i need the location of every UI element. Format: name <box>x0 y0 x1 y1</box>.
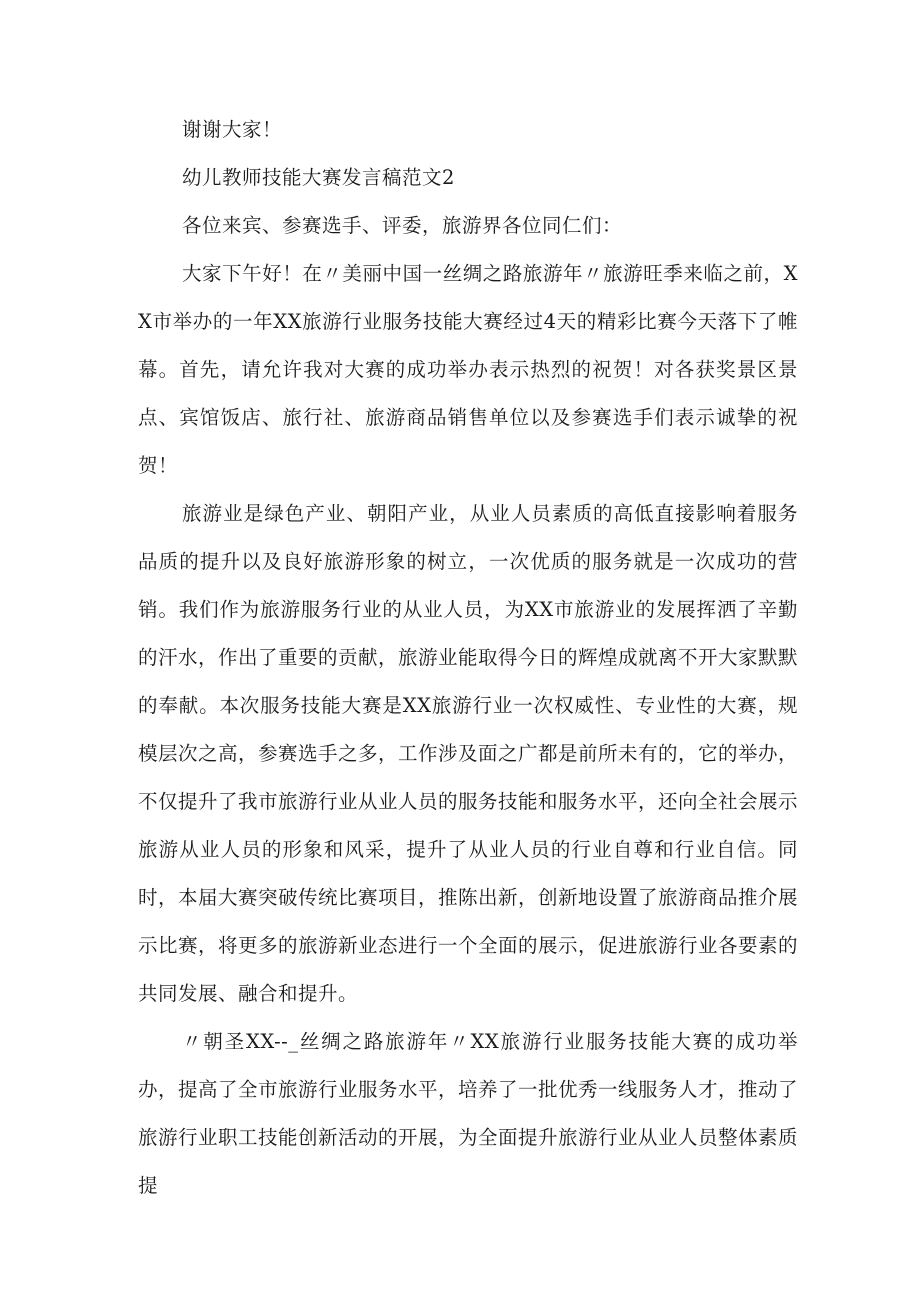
closing-thanks: 谢谢大家！ <box>182 118 283 141</box>
body-paragraph-1: 大家下午好！在〃美丽中国一丝绸之路旅游年〃旅游旺季来临之前，XX市举办的一年XX旅游行业服务技能大赛经过4天的精彩比赛今天落下了帷幕。首先，请允许我对大赛的成功举办表示热烈的祝贺！对各获奖景区景点、宾馆饭店、旅行社、旅游商品销售单位以及参赛选手们表示诚挚的祝贺！ <box>138 262 798 477</box>
section-title: 幼儿教师技能大赛发言稿范文2 <box>182 166 455 189</box>
body-paragraph-2: 旅游业是绿色产业、朝阳产业，从业人员素质的高低直接影响着服务品质的提升以及良好旅游形象的树立，一次优质的服务就是一次成功的营销。我们作为旅游服务行业的从业人员，为XX市旅游业的发展挥洒了辛勤的汗水，作出了重要的贡献，旅游业能取得今日的辉煌成就离不开大家默默的奉献。本次服务技能大赛是XX旅游行业一次权威性、专业性的大赛，规模层次之高，参赛选手之多，工作涉及面之广都是前所未有的，它的举办，不仅提升了我市旅游行业从业人员的服务技能和服务水平，还向全社会展示旅游从业人员的形象和风采，提升了从业人员的行业自尊和行业自信。同时，本届大赛突破传统比赛项目，推陈出新，创新地设置了旅游商品推介展示比赛，将更多的旅游新业态进行一个全面的展示，促进旅游行业各要素的共同发展、融合和提升。 <box>138 502 799 1005</box>
document-page <box>138 106 798 1210</box>
salutation: 各位来宾、参赛选手、评委，旅游界各位同仁们： <box>182 214 623 237</box>
body-paragraph-3: 〃朝圣XX--_丝绸之路旅游年〃XX旅游行业服务技能大赛的成功举办，提高了全市旅游行业服务水平，培养了一批优秀一线服务人才，推动了旅游行业职工技能创新活动的开展，为全面提升旅游行业从业人员整体素质提 <box>138 1030 799 1197</box>
